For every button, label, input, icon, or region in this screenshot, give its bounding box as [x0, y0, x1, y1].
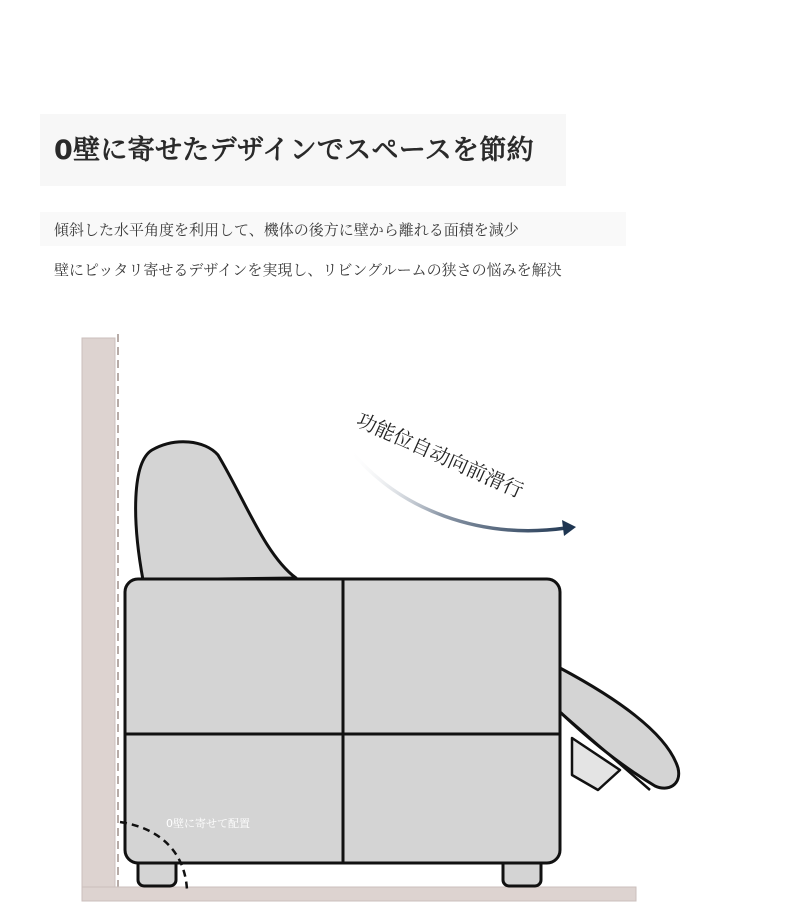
wall [82, 338, 115, 888]
description-line-1: 傾斜した水平角度を利用して、機体の後方に壁から離れる面積を減少 [54, 221, 519, 239]
extended-footrest [560, 668, 679, 790]
page-headline: 0壁に寄せたデザインでスペースを節約 [54, 135, 534, 166]
recliner-sofa-illustration [0, 300, 790, 920]
motion-arrowhead [562, 520, 576, 536]
floor [82, 887, 636, 901]
description-line-2: 壁にピッタリ寄せるデザインを実現し、リビングルームの狭さの悩みを解決 [54, 261, 562, 279]
sofa-backrest [136, 442, 296, 580]
motion-label: 功能位自动向前滑行 [352, 407, 528, 503]
wall-placement-label: 0壁に寄せて配置 [166, 817, 250, 830]
